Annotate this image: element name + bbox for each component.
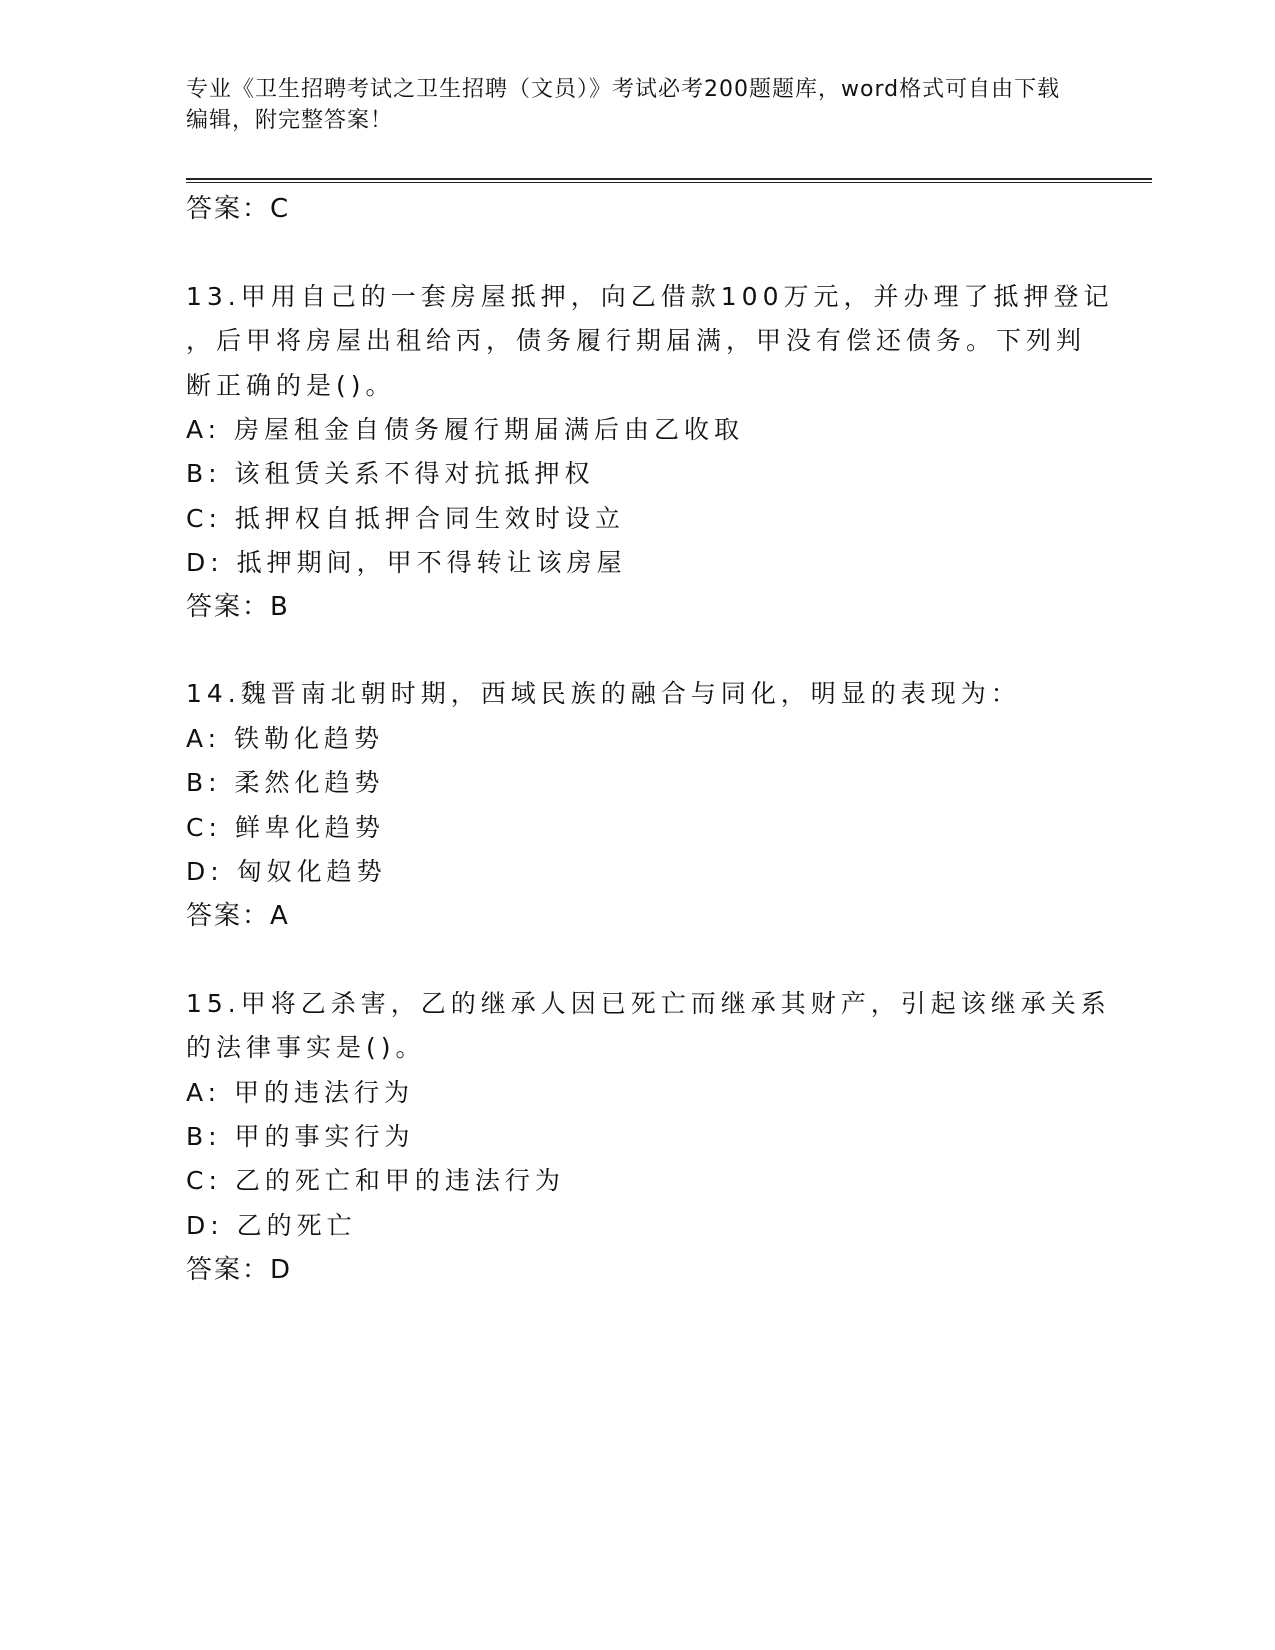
question-15-stem-line-1: 15.甲将乙杀害，乙的继承人因已死亡而继承其财产，引起该继承关系 — [186, 989, 1111, 1018]
question-14-option-b: B: 柔然化趋势 — [186, 768, 385, 797]
header-rule-thin — [186, 182, 1152, 183]
question-13-stem-line-2: ，后甲将房屋出租给丙，债务履行期届满，甲没有偿还债务。下列判 — [186, 326, 1087, 355]
question-15-answer: 答案：D — [186, 1255, 293, 1285]
question-14-stem-line-1: 14.魏晋南北朝时期，西域民族的融合与同化，明显的表现为： — [186, 679, 1021, 708]
question-15-stem-line-2: 的法律事实是()。 — [186, 1033, 426, 1062]
question-14-option-c: C: 鲜卑化趋势 — [186, 813, 385, 842]
question-13-option-b: B: 该租赁关系不得对抗抵押权 — [186, 459, 595, 488]
question-15-option-d: D: 乙的死亡 — [186, 1211, 357, 1240]
question-13-option-a: A: 房屋租金自债务履行期届满后由乙收取 — [186, 415, 745, 444]
question-14-option-a: A: 铁勒化趋势 — [186, 724, 385, 753]
question-14-answer: 答案：A — [186, 901, 290, 931]
question-13-stem-line-1: 13.甲用自己的一套房屋抵押，向乙借款100万元，并办理了抵押登记 — [186, 282, 1114, 311]
document-header: 专业《卫生招聘考试之卫生招聘（文员）》考试必考200题题库，word格式可自由下载编辑，附完整答案！ — [186, 77, 1061, 133]
question-14-option-d: D: 匈奴化趋势 — [186, 857, 387, 886]
question-13-option-d: D: 抵押期间，甲不得转让该房屋 — [186, 548, 627, 577]
question-13-answer: 答案：B — [186, 592, 290, 622]
header-rule — [186, 178, 1152, 180]
previous-answer: 答案：C — [186, 194, 291, 224]
question-13-option-c: C: 抵押权自抵押合同生效时设立 — [186, 504, 625, 533]
question-15-option-c: C: 乙的死亡和甲的违法行为 — [186, 1166, 565, 1195]
question-13-stem-line-3: 断正确的是()。 — [186, 371, 396, 400]
question-15-option-a: A: 甲的违法行为 — [186, 1078, 415, 1107]
question-15-option-b: B: 甲的事实行为 — [186, 1122, 415, 1151]
